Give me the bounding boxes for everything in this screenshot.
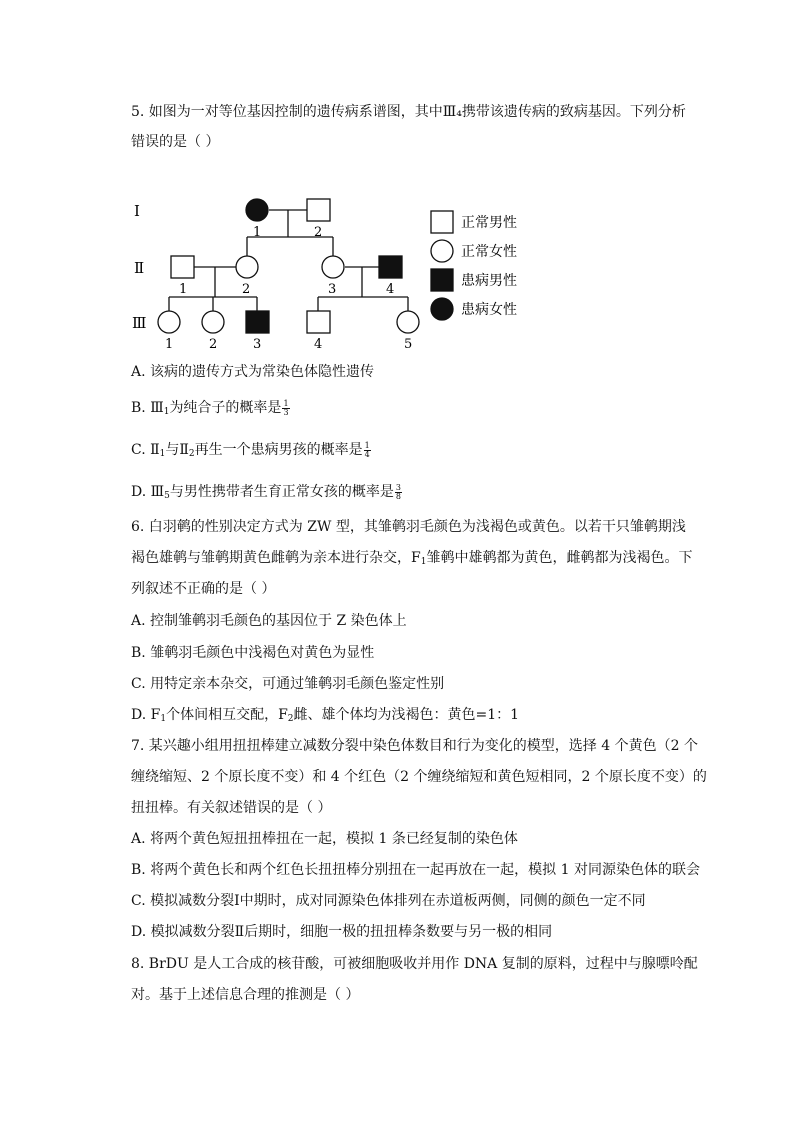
gen-label-II: Ⅱ (134, 259, 145, 277)
III3-affected-male (246, 311, 269, 333)
q5-stem-line2: 错误的是（ ） (131, 134, 220, 150)
legend-affected-female-icon (431, 298, 453, 320)
q7-stem-line1: 7. 某兴趣小组用扭扭棒建立减数分裂中染色体数目和行为变化的模型，选择 4 个黄色（2 个 (131, 738, 698, 754)
num-III4: 4 (314, 337, 323, 352)
q6-stem-line1: 6. 白羽鹌的性别决定方式为 ZW 型，其雏鹌羽毛颜色为浅褐色或黄色。以若干只雏鹌期浅 (131, 519, 686, 535)
q7-option-a: A. 将两个黄色短扭扭棒扭在一起，模拟 1 条已经复制的染色体 (131, 831, 518, 847)
legend-affected-male-icon (431, 269, 453, 291)
I2-normal-male (307, 199, 330, 221)
legend-normal-male-icon (431, 211, 453, 233)
q6-option-b: B. 雏鹌羽毛颜色中浅褐色对黄色为显性 (131, 645, 375, 661)
q7-stem-line2: 缠绕缩短、2 个原长度不变）和 4 个红色（2 个缠绕缩短和黄色短相同，2 个原长度不变）的 (131, 769, 707, 785)
pedigree-chart (0, 0, 794, 360)
q8-stem-line1: 8. BrDU 是人工合成的核苷酸，可被细胞吸收并用作 DNA 复制的原料，过程中与腺嘌呤配 (131, 956, 698, 972)
q6-stem-line3: 列叙述不正确的是（ ） (131, 581, 276, 597)
q6-option-d: D. $F_1$个体间相互交配，$F_2$雌、雄个体均为浅褐色：黄色=1：1 (131, 707, 520, 724)
num-III1: 1 (165, 337, 174, 352)
legend-normal-female: 正常女性 (461, 244, 517, 260)
q7-option-b: B. 将两个黄色长和两个红色长扭扭棒分别扭在一起再放在一起，模拟 1 对同源染色体的联会 (131, 862, 700, 878)
III2-normal-female (202, 311, 224, 333)
num-II1: 1 (179, 282, 188, 297)
q5-option-a: A. 该病的遗传方式为常染色体隐性遗传 (131, 364, 375, 380)
II4-affected-male (379, 256, 402, 278)
II3-normal-female (322, 256, 344, 278)
q6-option-c: C. 用特定亲本杂交，可通过雏鹌羽毛颜色鉴定性别 (131, 676, 445, 692)
gen-label-III: Ⅲ (132, 314, 147, 332)
q5-option-d: D. $Ⅲ_5$与男性携带者生育正常女孩的概率是 $\frac{3}{8}$ (131, 482, 401, 501)
III1-normal-female (158, 311, 180, 333)
legend-affected-female: 患病女性 (461, 302, 517, 318)
legend-affected-male: 患病男性 (461, 273, 517, 289)
q7-option-c: C. 模拟减数分裂Ⅰ中期时，成对同源染色体排列在赤道板两侧，同侧的颜色一定不同 (131, 893, 646, 909)
num-I1: 1 (253, 225, 262, 240)
num-II3: 3 (328, 282, 337, 297)
q7-stem-line3: 扭扭棒。有关叙述错误的是（ ） (131, 800, 332, 816)
q5-option-c: C. $Ⅱ_1$与$Ⅱ_2$再生一个患病男孩的概率是 $\frac{1}{4}$ (131, 440, 370, 459)
num-II2: 2 (242, 282, 251, 297)
num-III3: 3 (253, 337, 262, 352)
II1-normal-male (171, 256, 194, 278)
gen-label-I: Ⅰ (134, 202, 140, 220)
num-I2: 2 (314, 225, 323, 240)
q6-option-a: A. 控制雏鹌羽毛颜色的基因位于 Z 染色体上 (131, 613, 407, 629)
III5-normal-female (397, 311, 419, 333)
num-III2: 2 (209, 337, 218, 352)
q5-option-b: B. $Ⅲ_1$为纯合子的概率是 $\frac{1}{3}$ (131, 398, 289, 417)
fraction: $\frac{3}{8}$ (395, 482, 401, 501)
num-II4: 4 (386, 282, 395, 297)
q7-option-d: D. 模拟减数分裂Ⅱ后期时，细胞一极的扭扭棒条数要与另一极的相同 (131, 924, 553, 940)
q6-stem-line2: 褐色雄鹌与雏鹌期黄色雌鹌为亲本进行杂交，$F_1$雏鹌中雄鹌都为黄色，雌鹌都为浅褐色。下 (131, 550, 693, 567)
legend-normal-male: 正常男性 (461, 215, 517, 231)
III4-normal-male (307, 311, 330, 333)
fraction: $\frac{1}{4}$ (364, 440, 370, 459)
q5-stem-line1: 5. 如图为一对等位基因控制的遗传病系谱图，其中Ⅲ₄携带该遗传病的致病基因。下列分析 (131, 104, 686, 120)
I1-affected-female (246, 199, 268, 221)
legend-normal-female-icon (431, 240, 453, 262)
num-III5: 5 (404, 337, 413, 352)
q8-stem-line2: 对。基于上述信息合理的推测是（ ） (131, 987, 360, 1003)
II2-normal-female (236, 256, 258, 278)
fraction: $\frac{1}{3}$ (283, 398, 289, 417)
